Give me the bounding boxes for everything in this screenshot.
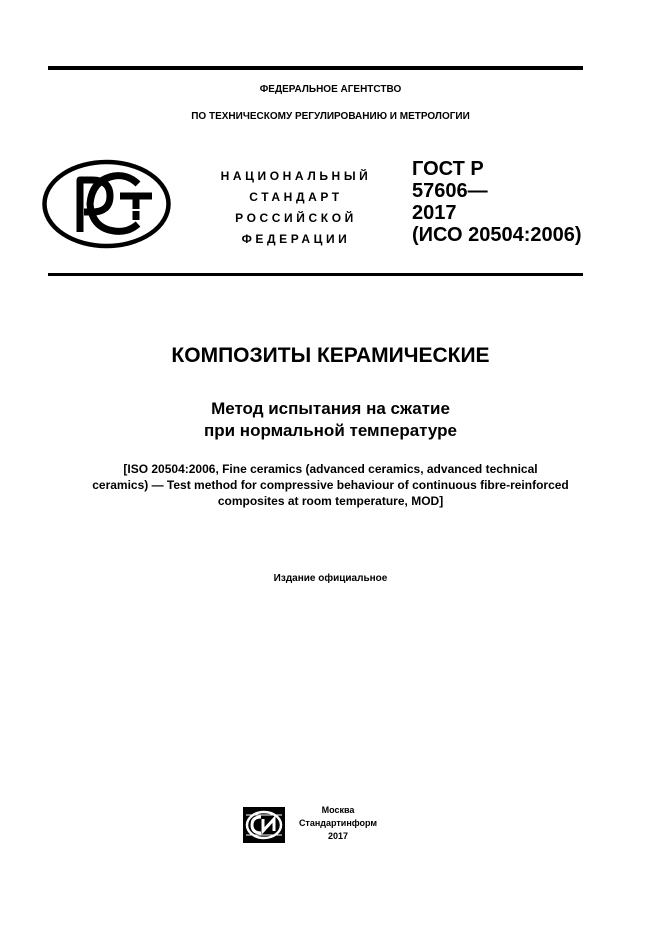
document-subtitle — [0, 398, 661, 442]
standard-type-line3: РОССИЙСКОЙ — [235, 211, 357, 225]
standard-type-line1: НАЦИОНАЛЬНЫЙ — [220, 169, 372, 183]
iso-reference-line1: [ISO 20504:2006, Fine ceramics (advanced ceramics, advanced technical — [123, 462, 538, 476]
publisher-name: Стандартинформ — [298, 818, 378, 828]
designation-line1: ГОСТ Р — [412, 158, 484, 180]
designation-line2: 57606— — [412, 180, 488, 202]
subtitle-line2: при нормальной температуре — [203, 421, 458, 440]
publisher-info — [290, 804, 386, 843]
iso-reference-line2: ceramics) — Test method for compressive behaviour of continuous fibre-reinforced — [92, 478, 569, 492]
iso-reference — [20, 461, 641, 509]
standartinform-logo-icon — [242, 806, 286, 844]
standard-designation — [412, 158, 582, 246]
designation-line4: (ИСО 20504:2006) — [412, 224, 582, 246]
iso-reference-line3: composites at room temperature, MOD] — [217, 494, 444, 508]
designation-line3: 2017 — [412, 202, 457, 224]
agency-name-line2: ПО ТЕХНИЧЕСКОМУ РЕГУЛИРОВАНИЮ И МЕТРОЛОГИИ — [191, 111, 470, 122]
standard-type — [186, 166, 406, 250]
publisher-city: Москва — [321, 805, 355, 815]
publisher-year: 2017 — [327, 831, 349, 841]
document-title: КОМПОЗИТЫ КЕРАМИЧЕСКИЕ — [171, 344, 490, 367]
standard-type-line2: СТАНДАРТ — [249, 190, 343, 204]
edition-label: Издание официальное — [273, 573, 388, 584]
subtitle-line1: Метод испытания на сжатие — [211, 399, 450, 418]
middle-divider — [48, 273, 583, 276]
top-divider — [48, 66, 583, 70]
standard-type-line4: ФЕДЕРАЦИИ — [241, 232, 351, 246]
agency-name-line1: ФЕДЕРАЛЬНОЕ АГЕНТСТВО — [259, 84, 402, 95]
rst-conformity-mark-icon — [40, 158, 173, 250]
